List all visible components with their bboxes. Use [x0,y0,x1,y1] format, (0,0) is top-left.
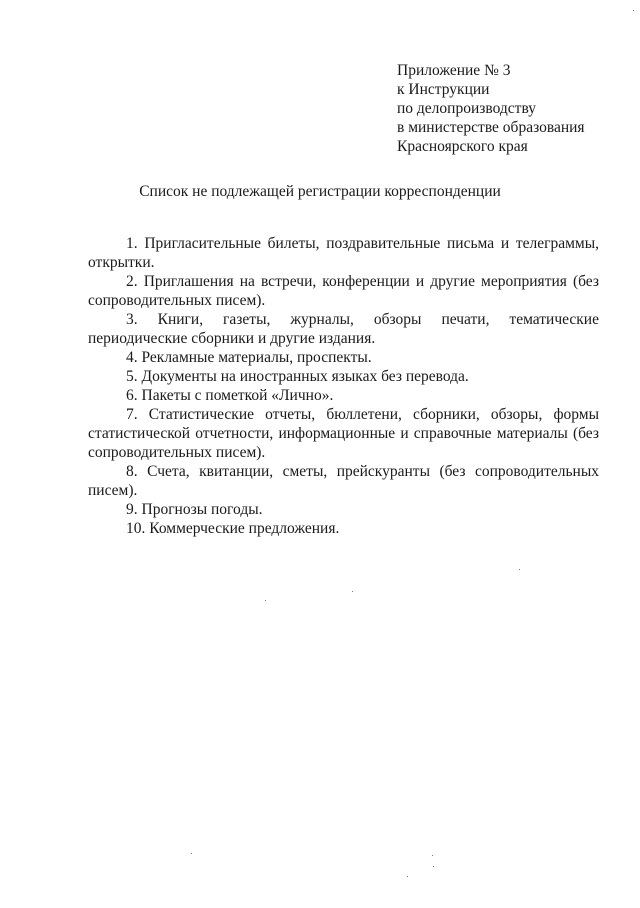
appendix-line: в министерстве образования [397,119,585,136]
correspondence-list [88,234,599,538]
appendix-line: Приложение № 3 [397,62,511,79]
list-item: 10. Коммерческие предложения. [126,520,340,537]
list-item: 1. Пригласительные билеты, поздравительные письма и телеграммы, открытки. [88,235,599,271]
list-item: 4. Рекламные материалы, проспекты. [126,349,372,366]
list-item: 6. Пакеты с пометкой «Лично». [126,387,334,404]
list-item: 8. Счета, квитанции, сметы, прейскуранты (без сопроводительных писем). [88,463,599,499]
scan-speck [352,591,353,592]
scan-speck [191,853,192,854]
appendix-line: к Инструкции [397,81,490,98]
list-item: 5. Документы на иностранных языках без перевода. [126,368,469,385]
list-item: 3. Книги, газеты, журналы, обзоры печати, тематические периодические сборники и другие издания. [88,311,599,347]
appendix-header [397,61,585,156]
scan-speck [265,600,266,601]
appendix-line: Красноярского края [397,138,528,155]
appendix-line: по делопроизводству [397,100,536,117]
scan-speck [633,10,634,11]
scan-speck [433,866,434,867]
scan-speck [407,876,408,877]
list-item: 9. Прогнозы погоды. [126,501,263,518]
list-item: 7. Статистические отчеты, бюллетени, сборники, обзоры, формы статистической отчетности, информационные и справочные материалы (без сопроводительных писем). [88,406,599,461]
list-item: 2. Приглашения на встречи, конференции и другие мероприятия (без сопроводительных писем). [88,273,599,309]
scan-speck [432,855,433,856]
scan-speck [519,569,520,570]
document-title: Список не подлежащей регистрации корреспонденции [139,183,501,200]
